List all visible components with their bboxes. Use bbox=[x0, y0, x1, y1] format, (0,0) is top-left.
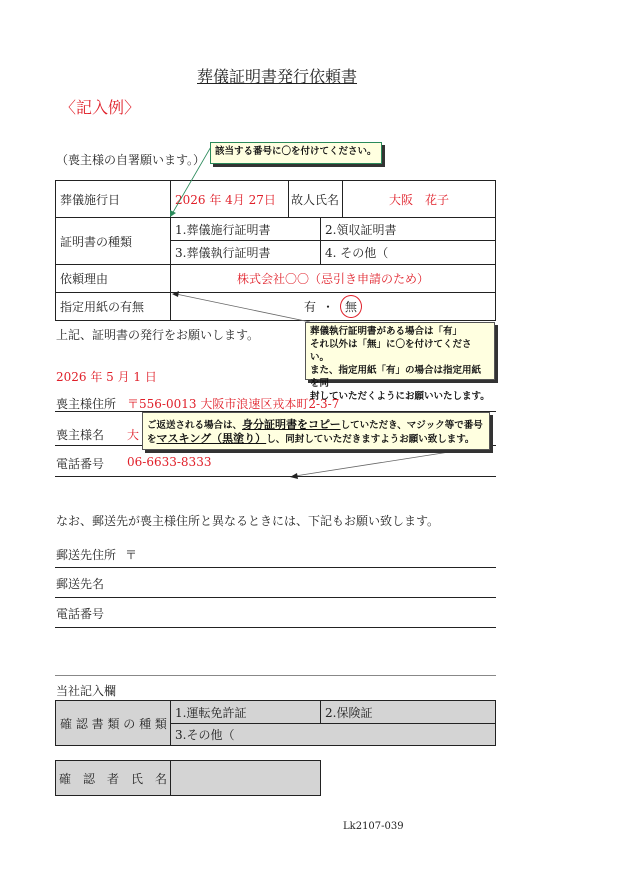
id-option-3[interactable]: 3.その他（ bbox=[170, 723, 496, 746]
paper-no-circled[interactable]: 無 bbox=[340, 295, 362, 318]
arrowhead-icon bbox=[172, 291, 179, 297]
arrowhead-icon bbox=[170, 210, 176, 217]
callout-text: ご返送される場合は、 bbox=[147, 420, 243, 431]
tel-label: 電話番号 bbox=[56, 457, 105, 471]
callout-text: し、同封していただきますようお願い致します。 bbox=[266, 434, 475, 445]
callout-emphasis: 身分証明書をコピー bbox=[242, 418, 341, 431]
callout-text: を bbox=[147, 434, 157, 445]
postal-mark: 〒 bbox=[125, 548, 138, 562]
date-label: 葬儀施行日 bbox=[55, 180, 171, 218]
callout-line: 葬儀執行証明書がある場合は「有」 bbox=[310, 326, 463, 337]
date-value[interactable]: 2026 年 4月 27日 bbox=[170, 180, 289, 218]
office-label: 当社記入欄 bbox=[56, 684, 117, 698]
paper-label: 指定用紙の有無 bbox=[55, 292, 171, 321]
callout-text: していただき、マジック等で番号 bbox=[340, 420, 483, 431]
callout-circle-number: 該当する番号に〇を付けてください。 bbox=[210, 142, 382, 164]
request-date[interactable]: 2026 年 5 月 1 日 bbox=[56, 370, 157, 384]
reason-label: 依頼理由 bbox=[55, 264, 171, 293]
example-label: 〈記入例〉 bbox=[60, 98, 141, 117]
type-option-3[interactable]: 3.葬儀執行証明書 bbox=[170, 240, 321, 265]
mail-tel-label: 電話番号 bbox=[56, 607, 105, 621]
mail-name-label: 郵送先名 bbox=[56, 577, 105, 591]
type-option-1[interactable]: 1.葬儀施行証明書 bbox=[170, 217, 321, 241]
callout-emphasis: マスキング（黒塗り） bbox=[156, 432, 267, 445]
callout-id-copy bbox=[142, 412, 490, 450]
callout-line: それ以外は「無」に〇を付けてください。 bbox=[310, 339, 472, 363]
address-label: 喪主様住所 bbox=[56, 397, 117, 411]
paper-yes[interactable]: 有 bbox=[303, 300, 316, 314]
callout-paper-instructions bbox=[305, 322, 495, 402]
type-option-2[interactable]: 2.領収証明書 bbox=[320, 217, 496, 241]
callout-2-arrow bbox=[176, 294, 310, 322]
paper-separator: ・ bbox=[321, 300, 334, 314]
checker-label: 確 認 者 氏 名 bbox=[55, 760, 171, 796]
deceased-value[interactable]: 大阪 花子 bbox=[342, 180, 496, 218]
reason-value[interactable]: 株式会社〇〇（忌引き申請のため） bbox=[170, 264, 496, 293]
deceased-label: 故人氏名 bbox=[288, 180, 343, 218]
id-option-2[interactable]: 2.保険証 bbox=[320, 700, 496, 724]
id-type-label: 確 認 書 類 の 種 類 bbox=[55, 700, 171, 746]
signature-note: （喪主様の自署願います。） bbox=[56, 153, 206, 167]
document-code: Lk2107-039 bbox=[343, 821, 404, 832]
page-title: 葬儀証明書発行依頼書 bbox=[197, 67, 358, 86]
name-value[interactable]: 大 bbox=[127, 428, 140, 442]
mail-address-label: 郵送先住所 bbox=[56, 548, 117, 562]
callout-3-arrow bbox=[295, 450, 462, 476]
callout-1-arrow bbox=[172, 145, 212, 214]
arrowhead-icon bbox=[290, 473, 298, 479]
request-text: 上記、証明書の発行をお願いします。 bbox=[56, 328, 260, 342]
id-option-1[interactable]: 1.運転免許証 bbox=[170, 700, 321, 724]
mail-note: なお、郵送先が喪主様住所と異なるときには、下記もお願い致します。 bbox=[56, 514, 440, 528]
name-label: 喪主様名 bbox=[56, 428, 105, 442]
tel-value[interactable]: 06-6633-8333 bbox=[127, 455, 212, 469]
type-option-4[interactable]: 4. その他（ bbox=[320, 240, 496, 265]
callout-line: また、指定用紙「有」の場合は指定用紙を同 bbox=[310, 365, 482, 389]
callout-line: 封していただくようにお願いいたします。 bbox=[310, 391, 490, 402]
address-value[interactable]: 〒556-0013 大阪市浪速区戎本町2-3-7 bbox=[127, 397, 340, 411]
type-label: 証明書の種類 bbox=[55, 217, 171, 265]
